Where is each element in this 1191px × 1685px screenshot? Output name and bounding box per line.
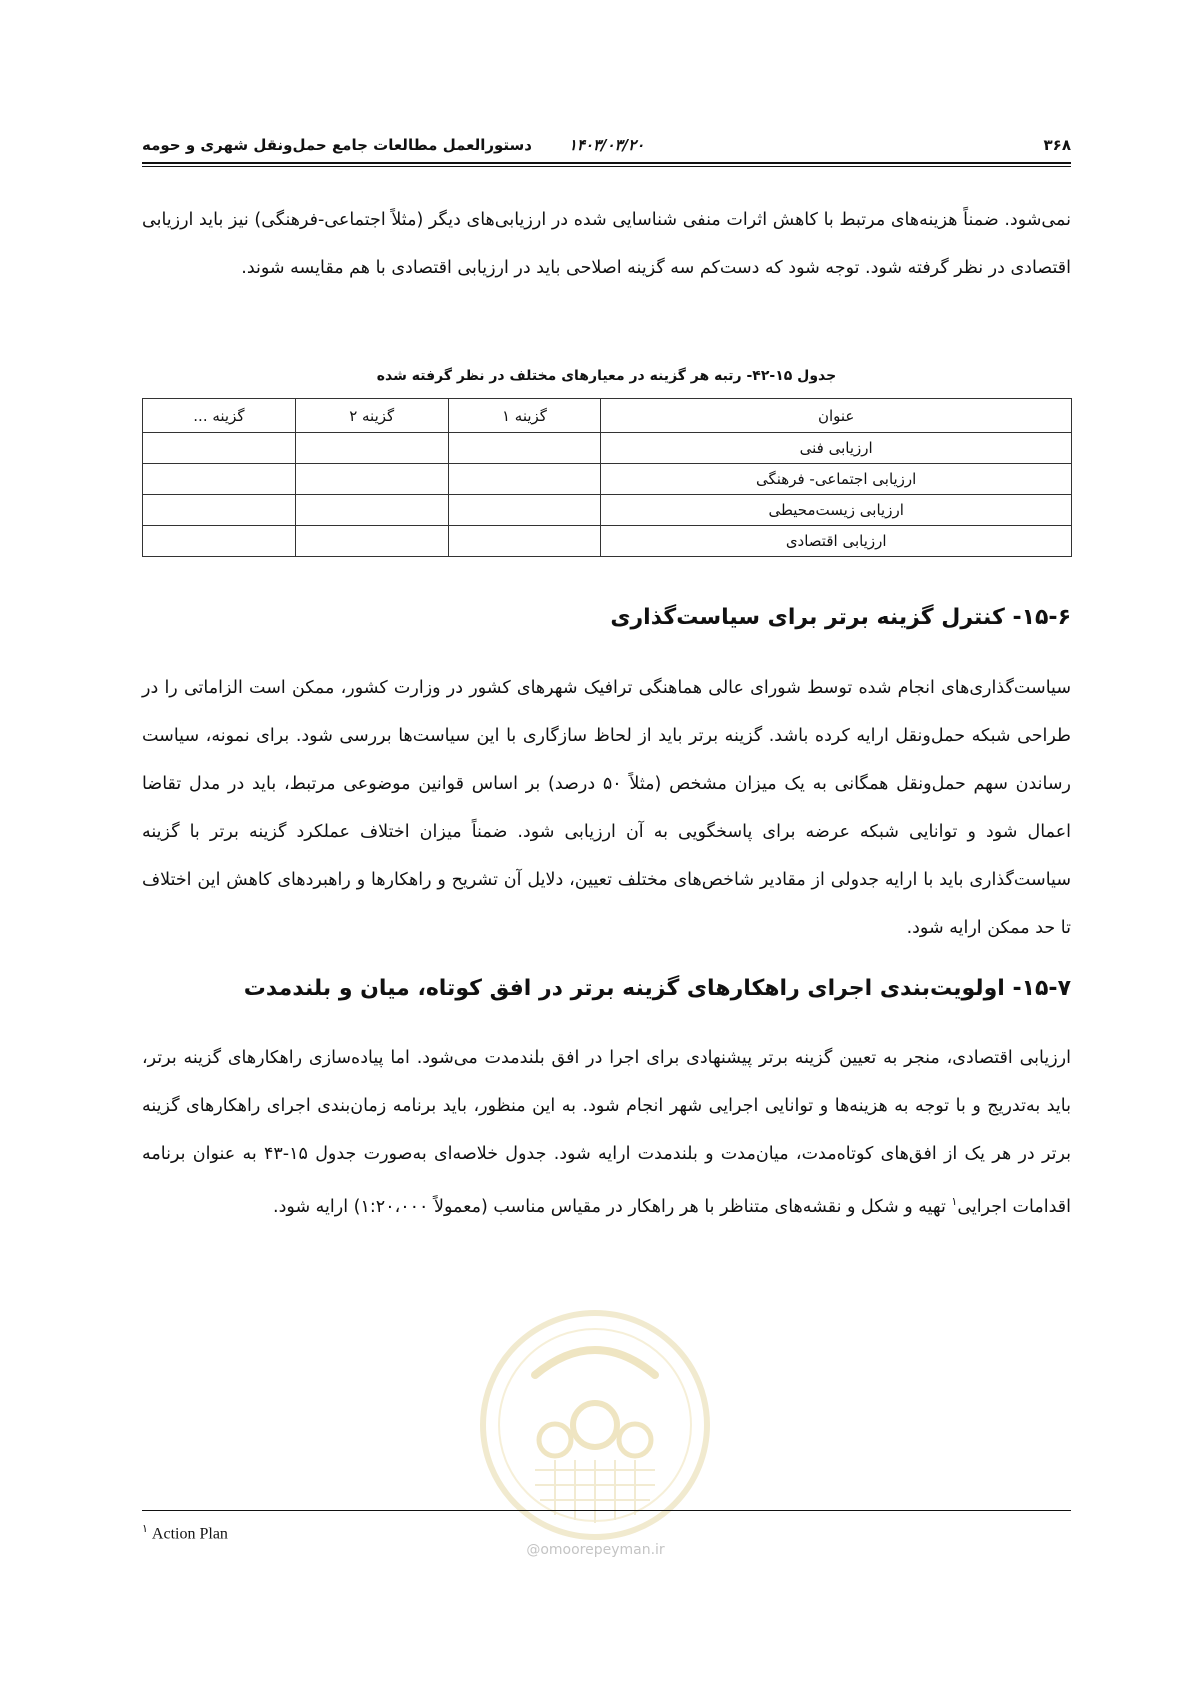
section-15-6-body: سیاست‌گذاری‌های انجام شده توسط شورای عالی هماهنگی ترافیک شهرهای کشور در وزارت کشور، ممکن است الزاماتی را در طراحی شبکه حمل‌ونقل ارایه کرده باشد. گزینه برتر باید از لحاظ سازگاری با این سیاست‌ها بررسی شود. برای نمونه، سیاست رساندن سهم حمل‌ونقل همگانی به یک میزان مشخص (مثلاً ۵۰ درصد) بر اساس قوانین موضوعی مرتبط، باید در مدل تقاضا اعمال شود و توانایی شبکه عرضه برای پاسخگویی به آن ارزیابی شود. ضمناً میزان اختلاف عملکرد گزینه برتر با گزینه سیاست‌گذاری باید با ارایه جدولی از مقادیر شاخص‌های مختلف تعیین، دلایل آن تشریح و راهکارها و راهبردهای کاهش این اختلاف تا حد ممکن ارایه شود. xyxy=(142,678,1071,938)
table-header-row xyxy=(143,399,1072,433)
table-caption: جدول ۱۵-۴۲- رتبه هر گزینه در معیارهای مختلف در نظر گرفته شده xyxy=(376,368,837,384)
table-row xyxy=(143,495,1072,526)
section-heading-15-7: ۱۵-۷- اولویت‌بندی اجرای راهکارهای گزینه برتر در افق کوتاه، میان و بلندمدت xyxy=(243,976,1071,1001)
intro-paragraph: نمی‌شود. ضمناً هزینه‌های مرتبط با کاهش اثرات منفی شناسایی شده در ارزیابی‌های دیگر (مثلاً اجتماعی-فرهنگی) نیز باید ارزیابی اقتصادی در نظر گرفته شود. توجه شود که دست‌کم سه گزینه اصلاحی باید در ارزیابی اقتصادی با هم مقایسه شوند. xyxy=(142,210,1071,278)
header-date: ۱۴۰۳/۰۳/۲۰ xyxy=(568,136,645,154)
footnote xyxy=(142,1522,228,1543)
section-15-7-text: ارزیابی اقتصادی، منجر به تعیین گزینه برتر پیشنهادی برای اجرا در افق بلندمدت می‌شود. اما پیاده‌سازی راهکارهای گزینه برتر، باید به‌تدریج و با توجه به هزینه‌ها و توانایی اجرایی شهر انجام شود. به این منظور، باید برنامه زمان‌بندی اجرای راهکارهای گزینه برتر در هر یک از افق‌های کوتاه‌مدت، میان‌مدت و بلندمدت ارایه شود. جدول خلاصه‌ای به‌صورت جدول ۱۵-۴۳ به عنوان برنامه اقدامات اجرایی xyxy=(142,1048,1071,1217)
footnote-rule xyxy=(142,1510,1071,1511)
table-cell xyxy=(448,495,601,526)
header-option-1: گزینه ۱ xyxy=(448,399,601,433)
page-header xyxy=(142,128,1071,162)
table-cell xyxy=(143,526,296,557)
table-cell xyxy=(143,495,296,526)
header-rule xyxy=(142,162,1071,164)
table-cell xyxy=(448,464,601,495)
section-15-7-text-cont: تهیه و شکل و نقشه‌های متناظر با هر راهکار در مقیاس مناسب (معمولاً ۱:۲۰،۰۰۰) ارایه شود. xyxy=(273,1196,952,1217)
table-cell xyxy=(143,433,296,464)
table-row xyxy=(143,464,1072,495)
watermark-site: @omoorepeyman.ir xyxy=(526,1542,665,1558)
watermark-logo xyxy=(475,1305,715,1545)
row-title: ارزیابی فنی xyxy=(601,433,1072,464)
footnote-reference[interactable]: ۱ xyxy=(951,1195,958,1208)
row-title: ارزیابی اقتصادی xyxy=(601,526,1072,557)
footnote-text: Action Plan xyxy=(151,1525,228,1543)
table-cell xyxy=(448,526,601,557)
table-cell xyxy=(295,464,448,495)
table-row xyxy=(143,433,1072,464)
table-cell xyxy=(295,433,448,464)
header-option-2: گزینه ۲ xyxy=(295,399,448,433)
table-cell xyxy=(448,433,601,464)
row-title: ارزیابی اجتماعی- فرهنگی xyxy=(601,464,1072,495)
section-heading-15-6: ۱۵-۶- کنترل گزینه برتر برای سیاست‌گذاری xyxy=(610,605,1071,630)
table-cell xyxy=(143,464,296,495)
table-row xyxy=(143,526,1072,557)
header-doc-title: دستورالعمل مطالعات جامع حمل‌ونقل شهری و حومه xyxy=(142,136,532,154)
page-number: ۳۶۸ xyxy=(1043,136,1071,154)
section-15-7-body xyxy=(142,1034,1071,1231)
criteria-table xyxy=(142,398,1072,557)
row-title: ارزیابی زیست‌محیطی xyxy=(601,495,1072,526)
header-title: عنوان xyxy=(601,399,1072,433)
footnote-mark: ۱ xyxy=(142,1523,148,1535)
table-cell xyxy=(295,526,448,557)
header-rule-thin xyxy=(142,166,1071,167)
table-cell xyxy=(295,495,448,526)
header-option-more: گزینه ... xyxy=(143,399,296,433)
